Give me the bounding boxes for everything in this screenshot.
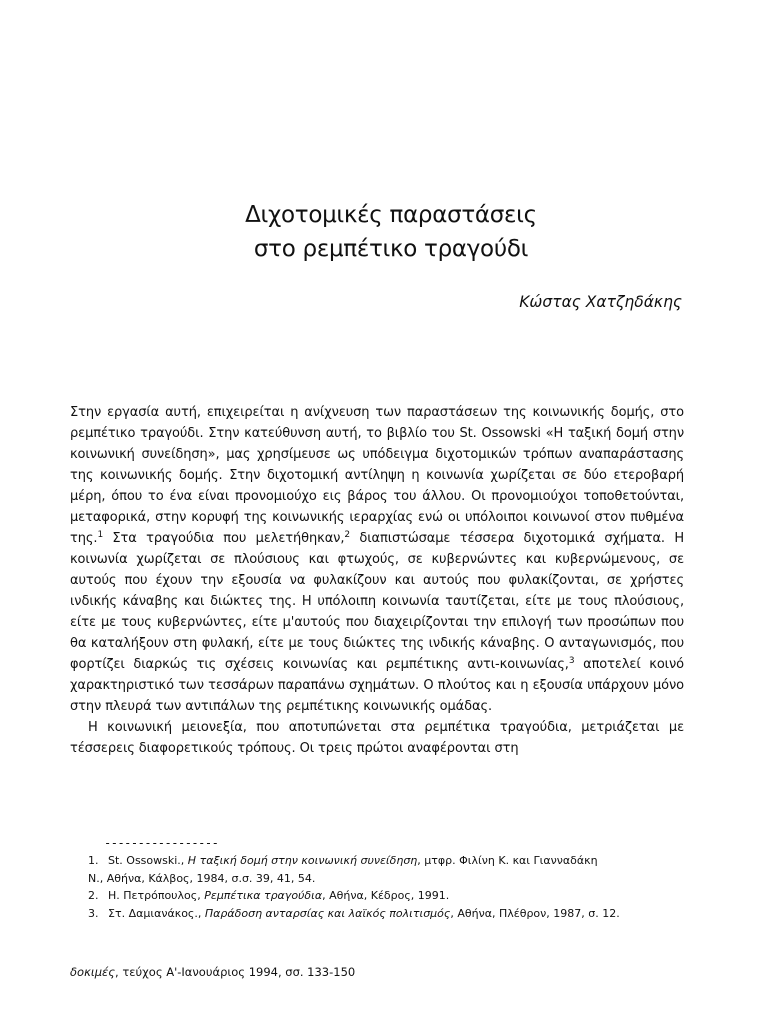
footnote-3-title: Παράδοση ανταρσίας και λαϊκός πολιτισμός bbox=[204, 906, 451, 920]
article-author: Κώστας Χατζηδάκης bbox=[519, 293, 682, 311]
footnote-2-details: , Αθήνα, Κέδρος, 1991. bbox=[322, 889, 450, 902]
footnote-1 bbox=[88, 852, 684, 870]
footnote-1-number: 1. bbox=[88, 854, 99, 867]
footnote-ref-1: 1 bbox=[97, 530, 104, 540]
footnote-2-number: 2. bbox=[88, 889, 99, 902]
footnote-ref-2: 2 bbox=[344, 530, 350, 540]
footnote-3-author: Στ. Δαμιανάκος., bbox=[108, 906, 205, 920]
issue-info: , τεύχος Α'-Ιανουάριος 1994, σσ. 133-150 bbox=[115, 965, 356, 979]
article-title bbox=[0, 198, 768, 266]
footnote-1-author: St. Ossowski., bbox=[108, 854, 188, 867]
article-body bbox=[70, 402, 684, 759]
footnote-3-details: , Αθήνα, Πλέθρον, 1987, σ. 12. bbox=[450, 906, 620, 920]
paragraph-1-part-d: αποτελεί κοινό χαρακτηριστικό των τεσσάρων παραπάνω σχημάτων. Ο πλούτος και η εξουσία υπάρχουν μόνο στην πλευρά των αντιπάλων της ρεμπέτικης κοινωνικής ομάδας. bbox=[70, 657, 684, 714]
footnote-3 bbox=[88, 905, 684, 923]
article-title-line-1: Διχοτομικές παραστάσεις bbox=[245, 202, 537, 228]
footnote-2-title: Ρεμπέτικα τραγούδια bbox=[204, 889, 323, 902]
footnote-3-number: 3. bbox=[88, 906, 99, 920]
journal-name: δοκιμές bbox=[70, 965, 116, 979]
footnote-ref-3: 3 bbox=[568, 656, 575, 666]
footnote-2 bbox=[88, 887, 684, 905]
footnote-1-details: , μτφρ. Φιλίνη Κ. και Γιανναδάκη bbox=[417, 854, 598, 867]
footnote-2-author: Η. Πετρόπουλος, bbox=[108, 889, 205, 902]
footnote-1-title: Η ταξική δομή στην κοινωνική συνείδηση bbox=[187, 854, 418, 867]
paragraph-1-part-a: Στην εργασία αυτή, επιχειρείται η ανίχνευση των παραστάσεων της κοινωνικής δομής, στο ρεμπέτικο τραγούδι. Στην κατεύθυνση αυτή, το βιβλίο του St. Ossowski «Η ταξική δομή στην κοινωνική συνείδηση», μας χρησίμευσε ως υπόδειγμα διχοτομικών τρόπων αναπαράστασης της κοινωνικής δομής. Στην διχοτομική αντίληψη η κοινωνία χωρίζεται σε δύο ετεροβαρή μέρη, όπου το ένα είναι προνομιούχο εις βάρος του άλλου. Οι προνομιούχοι τοποθετούνται, μεταφορικά, στην κορυφή της κοινωνικής ιεραρχίας ενώ οι υπόλοιποι κοινωνοί στον πυθμένα της. bbox=[70, 405, 684, 546]
body-paragraph-2: Η κοινωνική μειονεξία, που αποτυπώνεται στα ρεμπέτικα τραγούδια, μετριάζεται με τέσσερεις διαφορετικούς τρόπους. Οι τρεις πρώτοι αναφέρονται στη bbox=[70, 720, 684, 756]
footnote-separator: ----------------- bbox=[104, 836, 219, 850]
article-title-line-2: στο ρεμπέτικο τραγούδι bbox=[253, 236, 529, 262]
footnote-1-continuation: Ν., Αθήνα, Κάλβος, 1984, σ.σ. 39, 41, 54. bbox=[88, 871, 316, 885]
page-footer bbox=[70, 965, 355, 979]
body-paragraph-1 bbox=[70, 402, 684, 717]
paragraph-1-part-c: διαπιστώσαμε τέσσερα διχοτομικά σχήματα. Η κοινωνία χωρίζεται σε πλούσιους και φτωχούς, σε κυβερνώντες και κυβερνώμενους, σε αυτούς που έχουν την εξουσία να φυλακίζουν και αυτούς που φυλακίζονται, σε χρήστες ινδικής κάναβης και διώκτες της. Η υπόλοιπη κοινωνία ταυτίζεται, είτε με τους πλούσιους, είτε με τους κυβερνώντες, είτε μ'αυτούς που διαχειρίζονται την επιλογή των προσώπων που θα καταλήξουν στη φυλακή, είτε με τους διώκτες της ινδικής κάναβης. Ο ανταγωνισμός, που φορτίζει διαρκώς τις σχέσεις κοινωνίας και ρεμπέτικης αντι-κοινωνίας, bbox=[70, 531, 684, 672]
footnotes bbox=[88, 852, 684, 922]
paragraph-1-part-b: Στα τραγούδια που μελετήθηκαν, bbox=[103, 531, 345, 546]
